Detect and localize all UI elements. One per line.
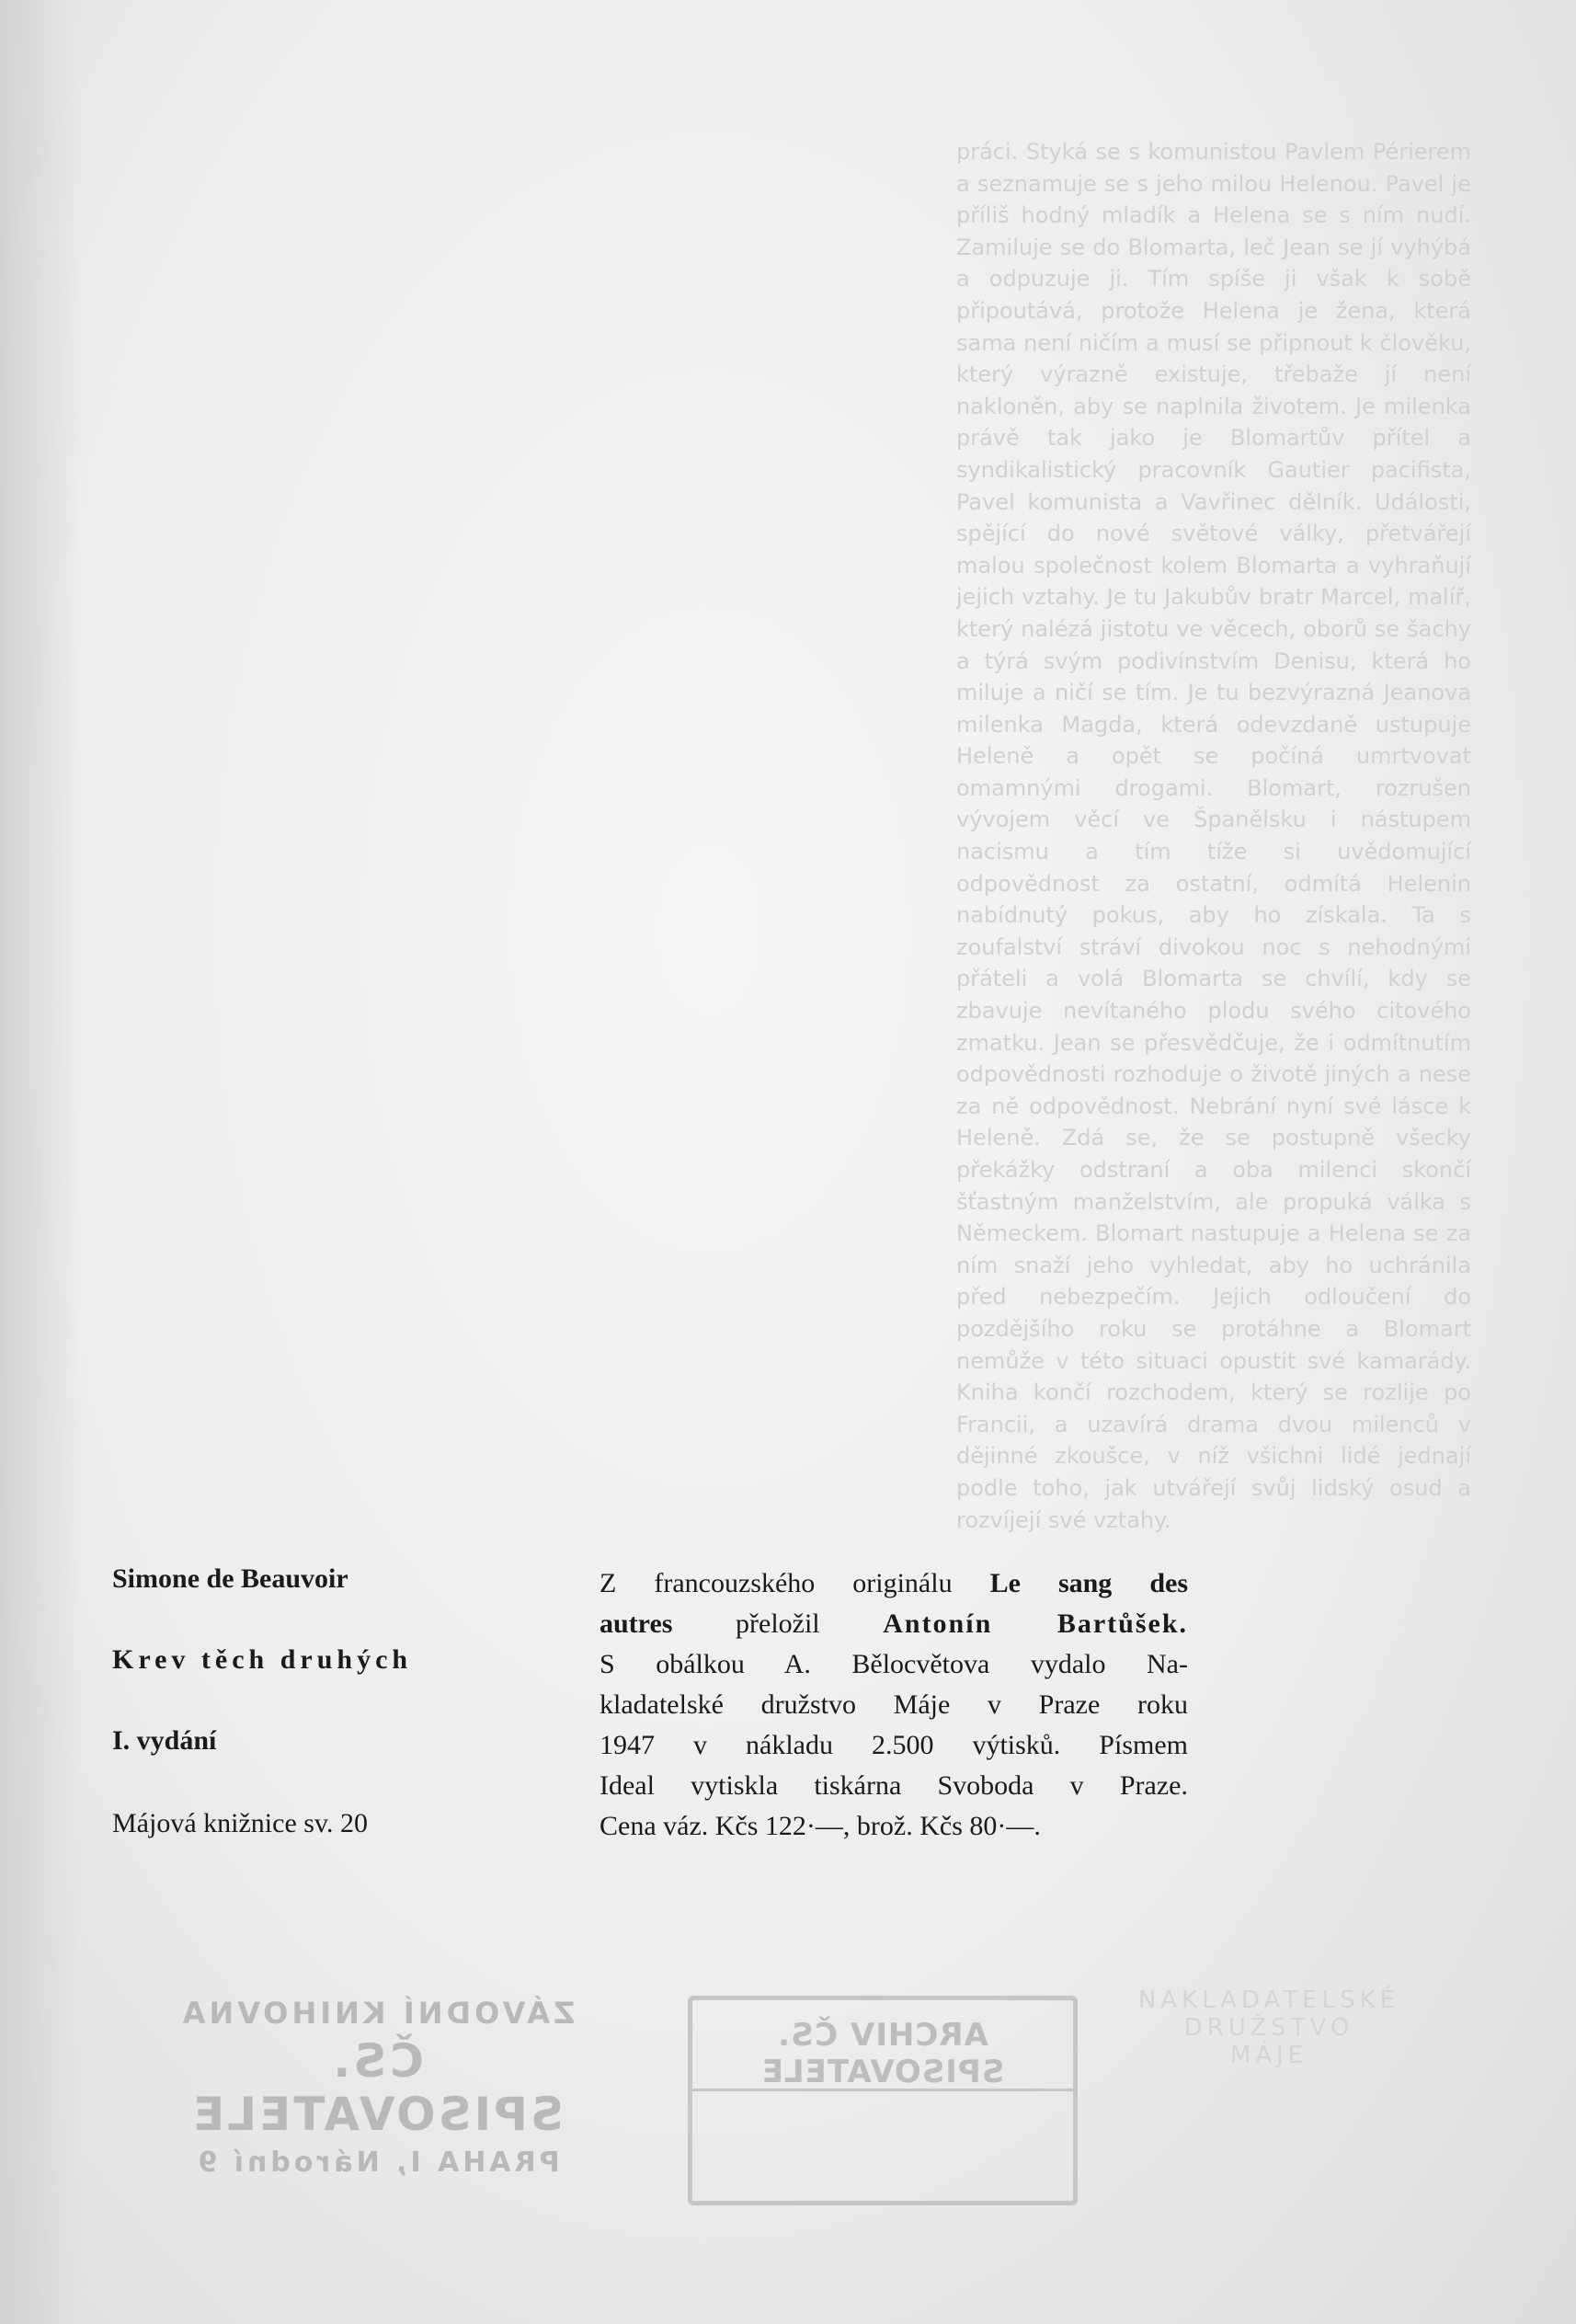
publisher-mark bbox=[1067, 1986, 1471, 2069]
colophon-line-4: kladatelské družstvo Máje v Praze roku bbox=[600, 1689, 1188, 1720]
colophon-line-5: 1947 v nákladu 2.500 výtisků. Písmem bbox=[600, 1730, 1188, 1760]
author-name: Simone de Beauvoir bbox=[112, 1563, 348, 1594]
colophon-text: Z francouzského originálu bbox=[600, 1568, 990, 1598]
archive-stamp-divider bbox=[692, 2089, 1073, 2091]
colophon-line-6: Ideal vytiskla tiskárna Svoboda v Praze. bbox=[600, 1770, 1188, 1801]
archive-stamp-text: ARCHIV ČS. SPISOVATELE bbox=[760, 2017, 1005, 2090]
archive-stamp bbox=[688, 1996, 1078, 2205]
colophon-line-1 bbox=[600, 1563, 1188, 1604]
series-label: Májová knižnice sv. 20 bbox=[112, 1808, 368, 1838]
bleed-paragraph: práci. Styká se s komunistou Pavlem Périerem a seznamuje se s jeho milou Helenou. Pavel je příliš hodný mladík a Helena se s ním nudí. Zamiluje se do Blomarta, leč Jean se jí vyhýbá a odpuzuje ji. Tím spíše ji však k sobě připoutává, protože Helena je žena, která sama není ničím a musí se připnout k člověku, který výrazně existuje, třebaže jí není nakloněn, aby se naplnila životem. Je milenka právě tak jako je Blomartův přítel a syndikalistický pracovník Gautier pacifista, Pavel komunista a Vavřinec dělník. Události, spějící do nové světové války, přetvářejí malou společnost kolem Blomarta a vyhraňují jejich vztahy. Je tu Jakubův bratr Marcel, malíř, který nalézá jistotu ve věcech, oborů se šachy a týrá svým podivínstvím Denisu, která ho miluje a ničí se tím. Je tu bezvýrazná Jeanova milenka Magda, která odevzdaně ustupuje Heleně a opět se počíná umrtvovat omamnými drogami. Blomart, rozrušen vývojem věcí ve Španělsku i nástupem nacismu a tím tíže si uvědomující odpovědnost za ostatní, odmítá Helenin nabídnutý pokus, aby ho získala. Ta s zoufalství stráví divokou noc s nehodnými přáteli a volá Blomarta se chvílí, kdy se zbavuje nevítaného plodu svého citového zmatku. Jean se přesvědčuje, že i odmítnutím odpovědnosti rozhoduje o životě jiných a nese za ně odpovědnost. Nebrání nyní své lásce k Heleně. Zdá se, že se postupně všecky překážky odstraní a oba milenci skončí šťastným manželstvím, ale propuká válka s Německem. Blomart nastupuje a Helena se za ním snaží jeho vyhledat, aby ho uchránila před nebezpečím. Jejich odloučení do pozdějšího roku se protáhne a Blomart nemůže v této situaci opustit své kamarády. Kniha končí rozchodem, který se rozlije po Francii, a uzavírá drama dvou milenců v dějinné zkoušce, v níž všichni lidé jednají podle toho, jak utvářejí svůj lidský osud a rozvíjejí své vztahy. bbox=[956, 139, 1471, 1533]
original-title-part-2: autres bbox=[600, 1608, 673, 1639]
translator-name: Antonín Bartůšek. bbox=[883, 1608, 1188, 1639]
edition-label: I. vydání bbox=[112, 1725, 217, 1756]
page-edge-shadow bbox=[0, 0, 83, 2324]
publisher-mark-line-2: MÁJE bbox=[1229, 2042, 1308, 2069]
library-stamp-line-3: PRAHA I, Národní 9 bbox=[194, 2147, 560, 2179]
colophon-line-3: S obálkou A. Bělocvětova vydalo Na- bbox=[600, 1649, 1188, 1679]
colophon-line-7: Cena váz. Kčs 122·—, brož. Kčs 80·—. bbox=[600, 1811, 1041, 1841]
book-title: Krev těch druhých bbox=[112, 1644, 413, 1675]
original-title-part-1: Le sang des bbox=[989, 1568, 1188, 1598]
library-stamp-line-1: ZÁVODNÍ KNIHOVNA bbox=[178, 1996, 576, 2031]
imprint-colophon bbox=[600, 1563, 1188, 1847]
colophon-text: přeložil bbox=[672, 1608, 884, 1639]
library-stamp-line-2: ČS. SPISOVATELE bbox=[190, 2034, 564, 2141]
library-stamp bbox=[166, 1996, 588, 2179]
publisher-mark-line-1: NAKLADATELSKÉ DRUŽSTVO bbox=[1137, 1986, 1400, 2042]
colophon-line-2 bbox=[600, 1604, 1188, 1644]
bleed-through-text bbox=[956, 136, 1471, 1536]
